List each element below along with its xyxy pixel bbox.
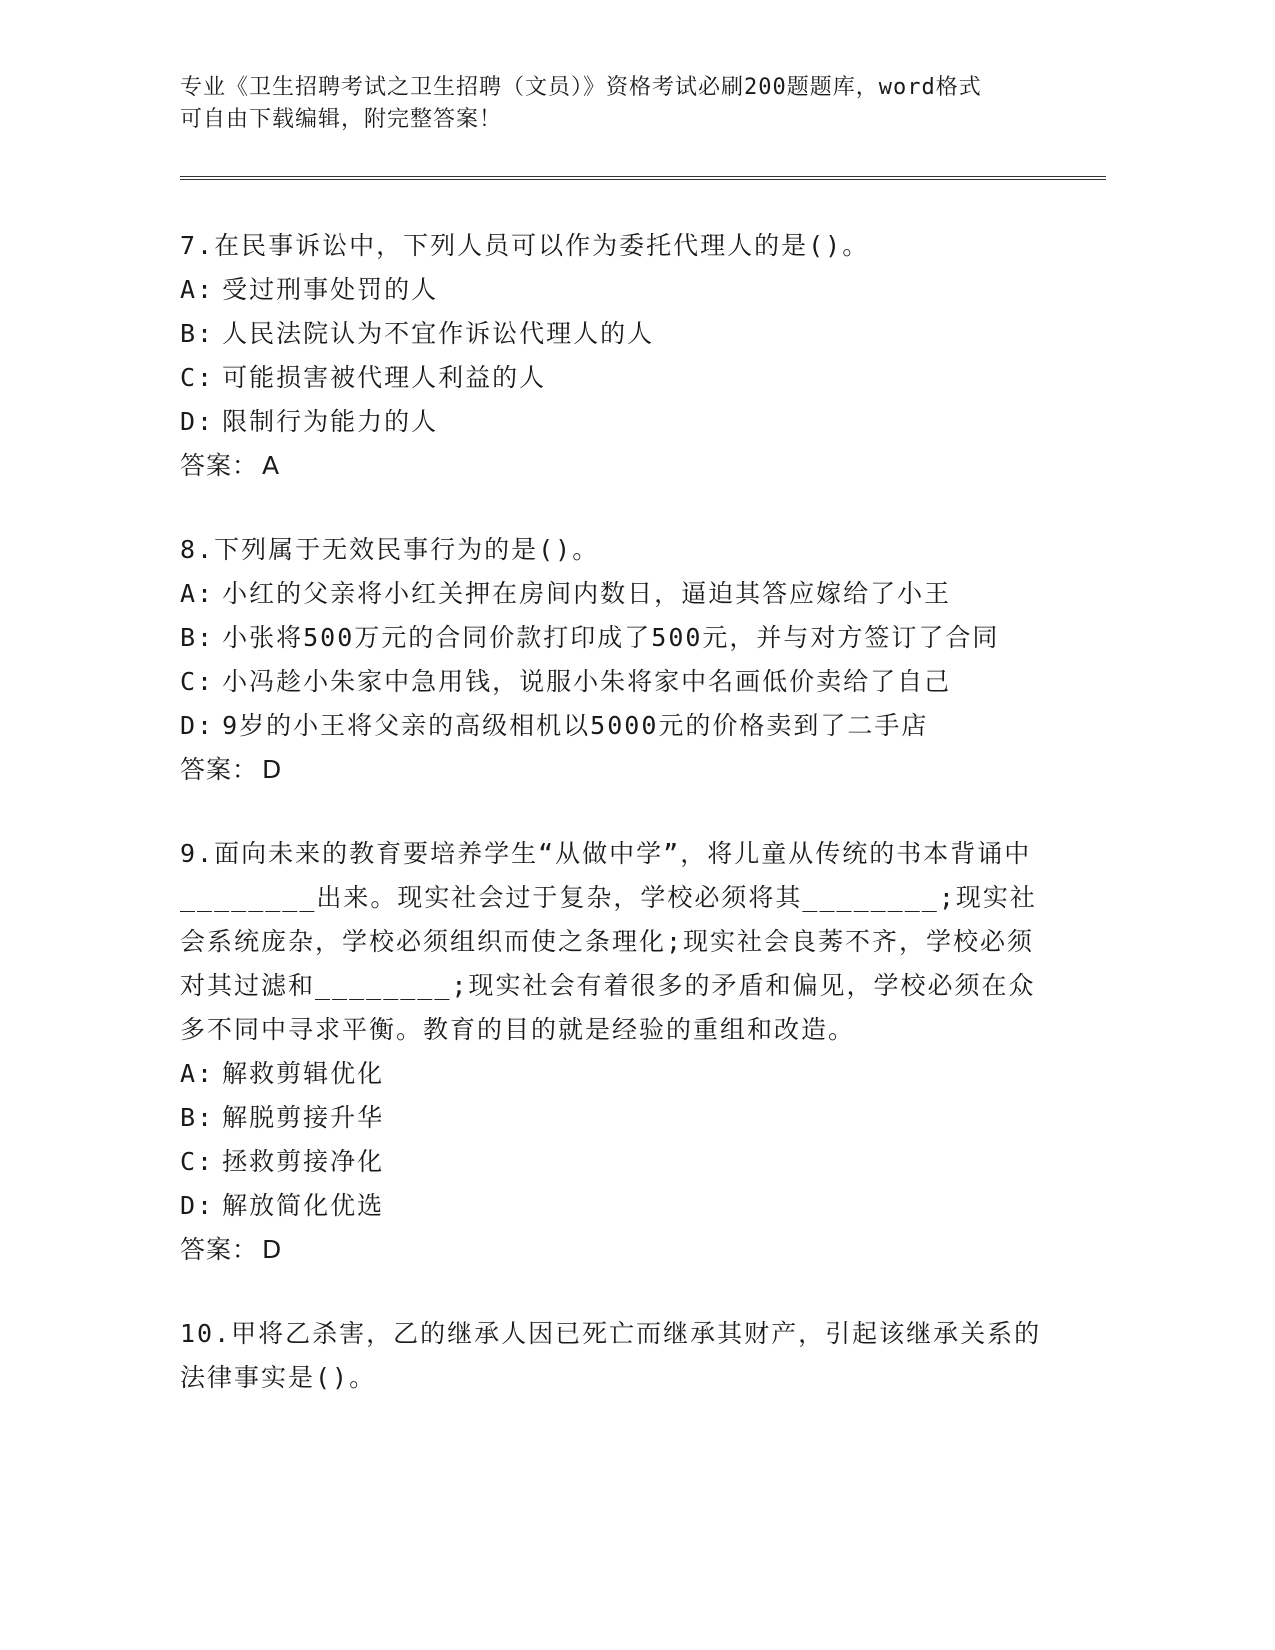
answer-value: D [262,755,283,784]
option-text: 受过刑事处罚的人 [222,275,439,304]
option-c [180,356,1060,400]
option-b [180,312,1060,356]
option-d [180,704,1060,748]
option-text: 限制行为能力的人 [222,407,439,436]
question-stem: 10.甲将乙杀害，乙的继承人因已死亡而继承其财产，引起该继承关系的法律事实是()。 [180,1319,1042,1392]
answer [180,1228,1060,1272]
header-title-line-2: 可自由下载编辑，附完整答案！ [180,107,503,132]
option-text: 解放简化优选 [222,1191,385,1220]
option-text: 解救剪辑优化 [222,1059,385,1088]
option-b [180,1096,1060,1140]
option-text: 小冯趁小朱家中急用钱，说服小朱将家中名画低价卖给了自己 [222,667,952,696]
document-header [180,72,1040,136]
header-divider [180,176,1106,180]
option-letter: B: [180,1103,215,1132]
option-letter: D: [180,407,215,436]
question-7 [180,224,1060,488]
option-b [180,616,1060,660]
option-letter: C: [180,667,215,696]
question-stem: 9.面向未来的教育要培养学生“从做中学”，将儿童从传统的书本背诵中________出来。现实社会过于复杂，学校必须将其________;现实社会系统庞杂，学校必须组织而使之条理化;现实社会良莠不齐，学校必须对其过滤和________;现实社会有着很多的矛盾和偏见，学校必须在众多不同中寻求平衡。教育的目的就是经验的重组和改造。 [180,839,1037,1044]
option-text: 拯救剪接净化 [222,1147,385,1176]
option-text: 可能损害被代理人利益的人 [222,363,547,392]
answer-label: 答案： [180,755,259,784]
option-letter: A: [180,1059,215,1088]
answer [180,748,1060,792]
option-letter: C: [180,1147,215,1176]
option-letter: C: [180,363,215,392]
answer-label: 答案： [180,1235,259,1264]
option-letter: D: [180,1191,215,1220]
option-text: 解脱剪接升华 [222,1103,385,1132]
option-a [180,1052,1060,1096]
option-d [180,1184,1060,1228]
question-10 [180,1312,1060,1400]
answer-value: A [262,451,281,480]
answer-value: D [262,1235,283,1264]
option-c [180,1140,1060,1184]
option-letter: B: [180,319,215,348]
option-text: 人民法院认为不宜作诉讼代理人的人 [222,319,655,348]
answer [180,444,1060,488]
question-stem: 8.下列属于无效民事行为的是()。 [180,535,600,564]
header-title-line-1: 专业《卫生招聘考试之卫生招聘（文员）》资格考试必刷200题题库，word格式 [180,75,982,100]
option-letter: D: [180,711,215,740]
option-text: 9岁的小王将父亲的高级相机以5000元的价格卖到了二手店 [222,711,929,740]
question-list [180,224,1060,1440]
question-stem: 7.在民事诉讼中，下列人员可以作为委托代理人的是()。 [180,231,870,260]
option-text: 小张将500万元的合同价款打印成了500元，并与对方签订了合同 [222,623,1000,652]
option-a [180,268,1060,312]
answer-label: 答案： [180,451,259,480]
option-text: 小红的父亲将小红关押在房间内数日，逼迫其答应嫁给了小王 [222,579,952,608]
question-8 [180,528,1060,792]
question-9 [180,832,1060,1272]
option-a [180,572,1060,616]
option-letter: A: [180,579,215,608]
option-c [180,660,1060,704]
option-d [180,400,1060,444]
option-letter: B: [180,623,215,652]
option-letter: A: [180,275,215,304]
